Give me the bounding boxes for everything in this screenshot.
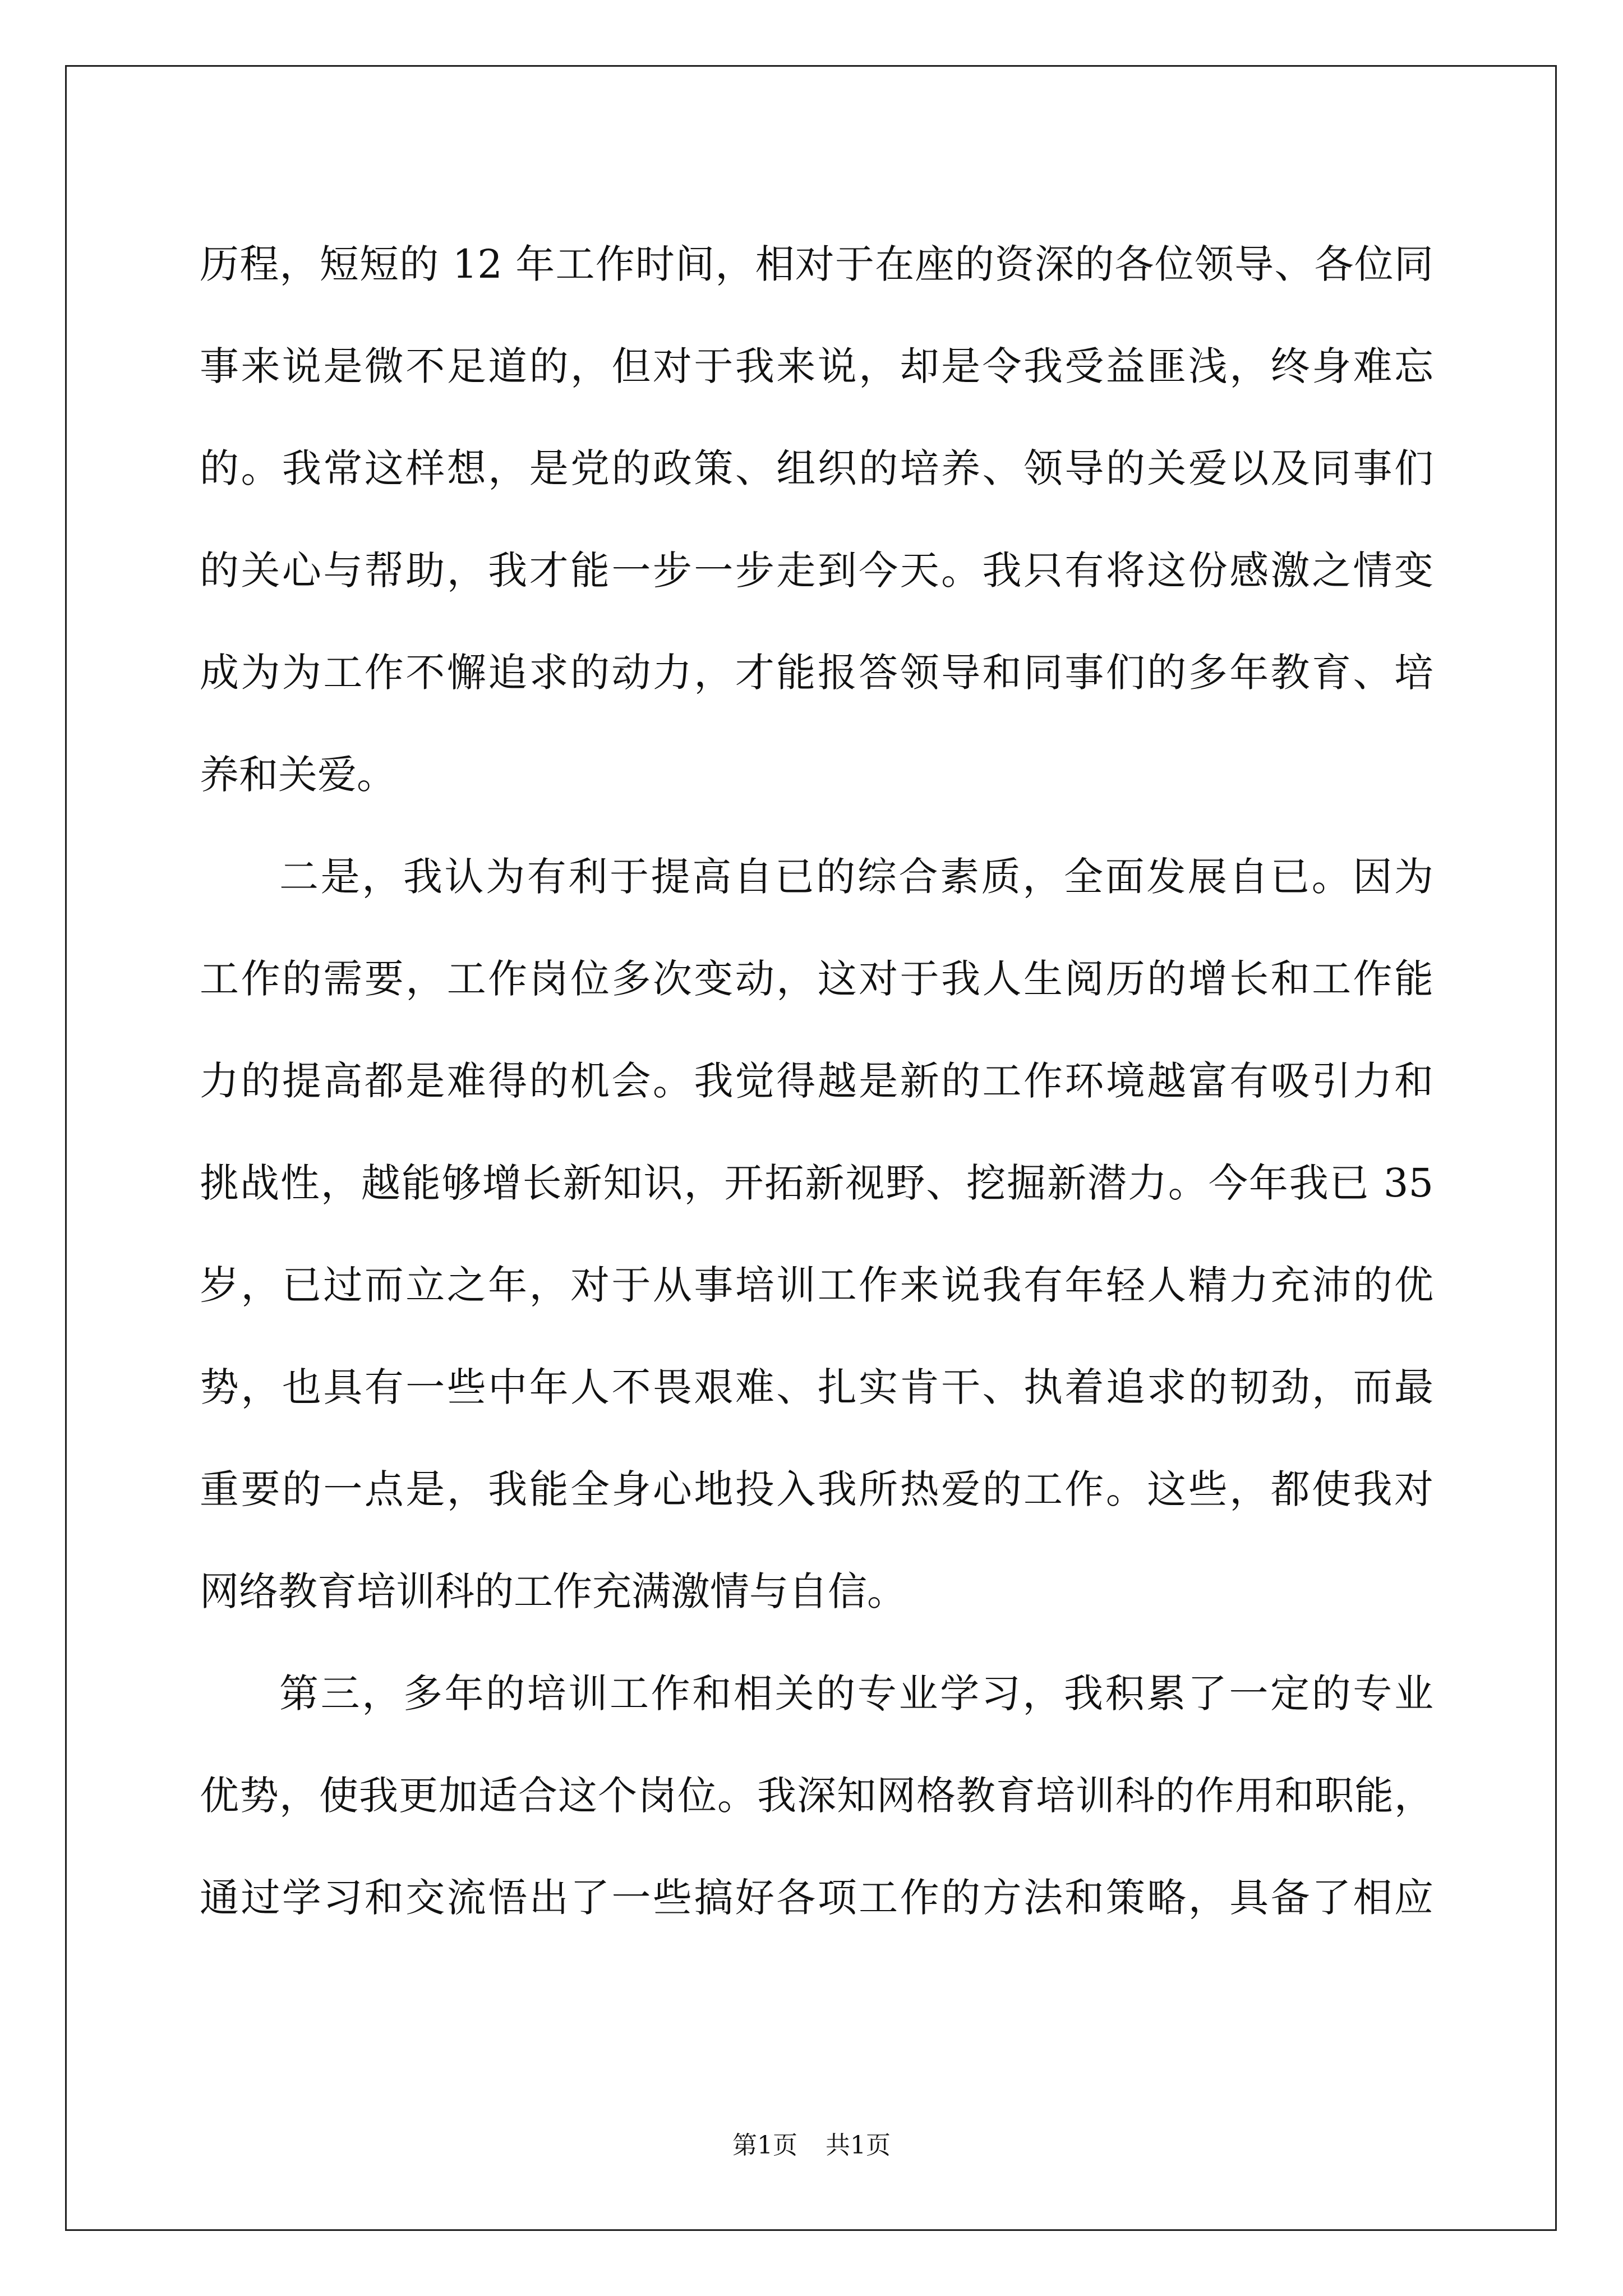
- text-line: 优势，使我更加适合这个岗位。我深知网格教育培训科的作用和职能，: [200, 1773, 1433, 1819]
- page-footer: [0, 2129, 1623, 2162]
- text-line: 势，也具有一些中年人不畏艰难、扎实肯干、执着追求的韧劲，而最: [200, 1364, 1433, 1410]
- paragraph-start-line: 二是，我认为有利于提高自已的综合素质，全面发展自已。因为: [279, 854, 1433, 900]
- text-line: 力的提高都是难得的机会。我觉得越是新的工作环境越富有吸引力和: [200, 1058, 1433, 1104]
- text-line: 重要的一点是，我能全身心地投入我所热爱的工作。这些，都使我对: [200, 1466, 1433, 1512]
- text-line: 通过学习和交流悟出了一些搞好各项工作的方法和策略，具备了相应: [200, 1875, 1433, 1921]
- text-line: 岁，已过而立之年，对于从事培训工作来说我有年轻人精力充沛的优: [200, 1262, 1433, 1308]
- paragraph-start-line: 第三，多年的培训工作和相关的专业学习，我积累了一定的专业: [279, 1671, 1433, 1717]
- text-line: 网络教育培训科的工作充满激情与自信。: [200, 1568, 906, 1614]
- text-line: 事来说是微不足道的，但对于我来说，却是令我受益匪浅，终身难忘: [200, 343, 1433, 389]
- text-line: 历程，短短的 12 年工作时间，相对于在座的资深的各位领导、各位同: [200, 241, 1433, 287]
- text-line: 养和关爱。: [200, 752, 396, 798]
- page-number: 第1页: [732, 2131, 797, 2160]
- text-line: 的关心与帮助，我才能一步一步走到今天。我只有将这份感激之情变: [200, 547, 1433, 593]
- page-total: 共1页: [826, 2131, 891, 2160]
- text-line: 成为为工作不懈追求的动力，才能报答领导和同事们的多年教育、培: [200, 650, 1433, 696]
- text-line: 挑战性，越能够增长新知识，开拓新视野、挖掘新潜力。今年我已 35: [200, 1160, 1433, 1206]
- document-body: [200, 213, 1433, 1949]
- text-line: 工作的需要，工作岗位多次变动，这对于我人生阅历的增长和工作能: [200, 956, 1433, 1002]
- text-line: 的。我常这样想，是党的政策、组织的培养、领导的关爱以及同事们: [200, 445, 1433, 491]
